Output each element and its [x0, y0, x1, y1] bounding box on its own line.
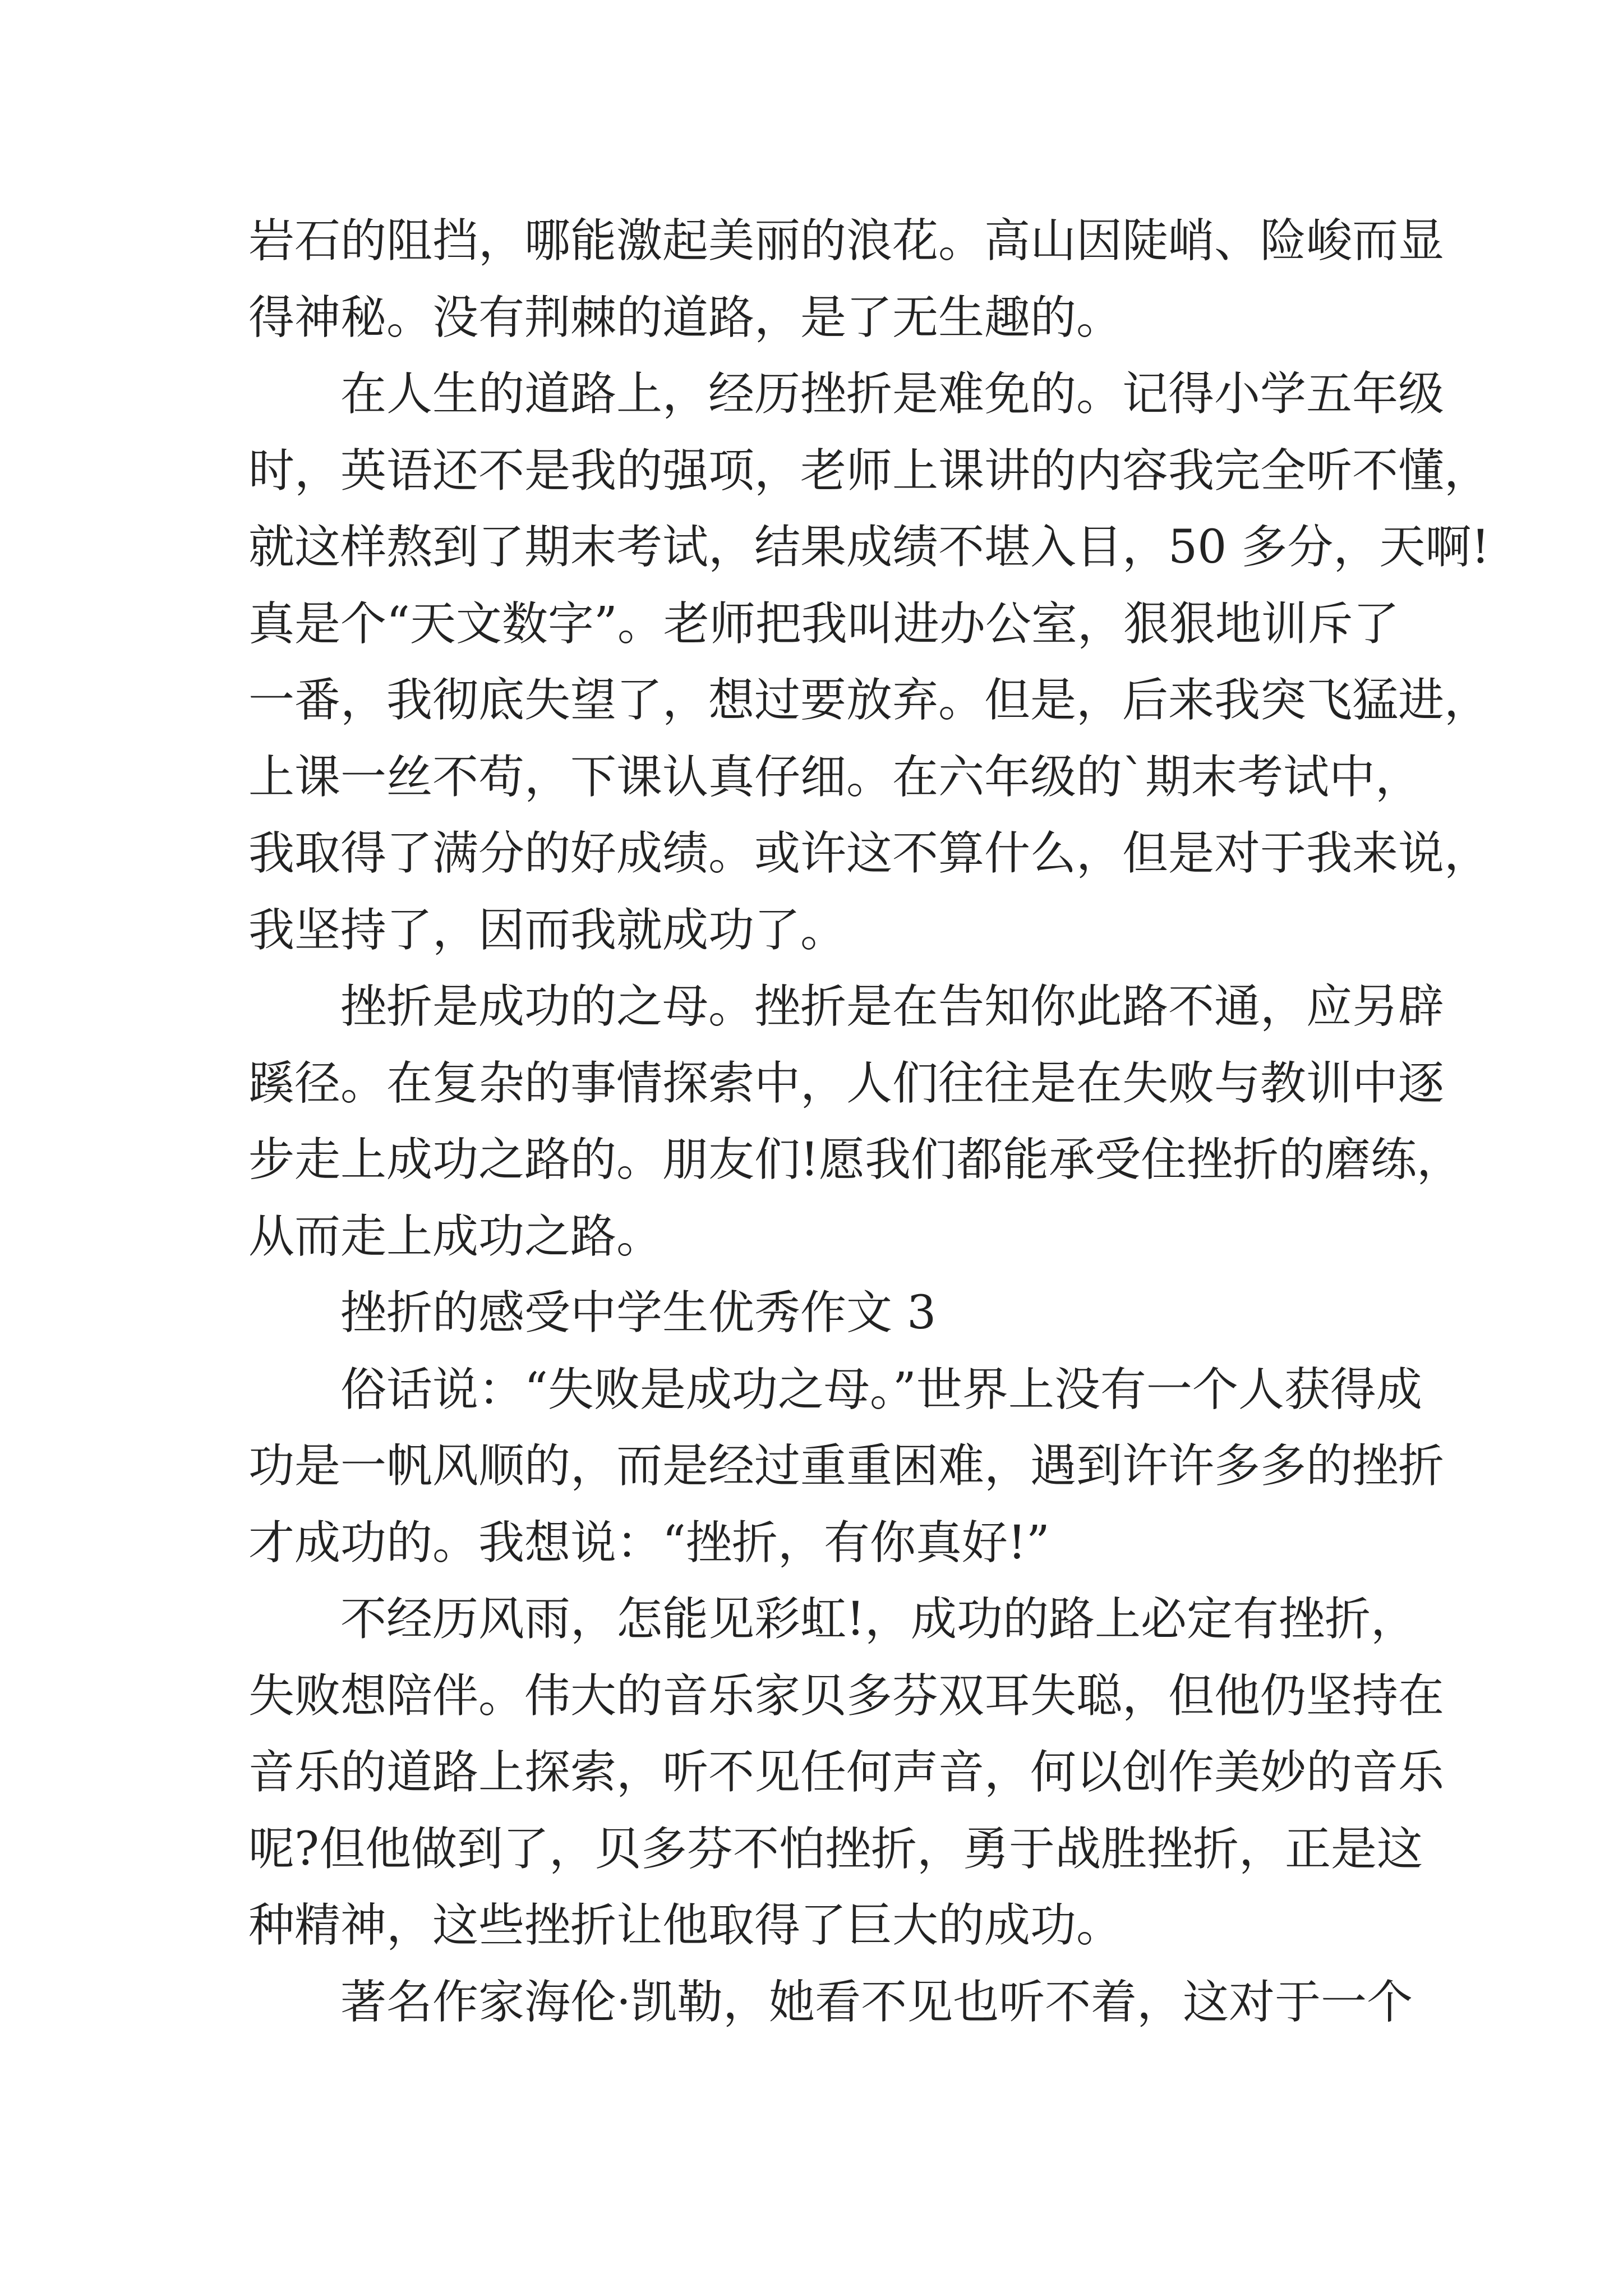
text-line: 才成功的。我想说：“挫折，有你真好!” — [248, 1516, 1050, 1570]
text-line: 真是个“天文数字”。老师把我叫进办公室，狠狠地训斥了 — [248, 597, 1399, 651]
text-line: 得神秘。没有荆棘的道路，是了无生趣的。 — [248, 291, 1123, 344]
paragraph-start-line: 著名作家海伦·凯勒，她看不见也听不着，这对于一个 — [340, 1975, 1413, 2029]
text-line: 蹊径。在复杂的事情探索中，人们往往是在失败与教训中逐 — [248, 1056, 1445, 1110]
text-line: 时，英语还不是我的强项，老师上课讲的内容我完全听不懂， — [248, 444, 1491, 498]
text-line: 音乐的道路上探索，听不见任何声音，何以创作美妙的音乐 — [248, 1746, 1445, 1799]
text-line: 功是一帆风顺的，而是经过重重困难，遇到许许多多的挫折 — [248, 1439, 1445, 1493]
text-line: 种精神，这些挫折让他取得了巨大的成功。 — [248, 1899, 1123, 1952]
text-line: 我取得了满分的好成绩。或许这不算什么，但是对于我来说， — [248, 827, 1491, 880]
paragraph-start-line: 俗话说：“失败是成功之母。”世界上没有一个人获得成 — [340, 1363, 1422, 1416]
text-line: 从而走上成功之路。 — [248, 1209, 663, 1263]
essay-body — [248, 203, 1491, 2041]
text-line: 我坚持了，因而我就成功了。 — [248, 903, 847, 957]
text-line: 岩石的阻挡，哪能激起美丽的浪花。高山因陡峭、险峻而显 — [248, 214, 1445, 268]
text-line: 一番，我彻底失望了，想过要放弃。但是，后来我突飞猛进， — [248, 674, 1491, 727]
text-line: 步走上成功之路的。朋友们!愿我们都能承受住挫折的磨练， — [248, 1133, 1463, 1186]
paragraph-start-line: 在人生的道路上，经历挫折是难免的。记得小学五年级 — [340, 367, 1445, 421]
text-line: 就这样熬到了期末考试，结果成绩不堪入目，50 多分，天啊! — [248, 521, 1490, 574]
text-line: 失败想陪伴。伟大的音乐家贝多芬双耳失聪，但他仍坚持在 — [248, 1669, 1445, 1723]
paragraph-start-line: 挫折是成功的之母。挫折是在告知你此路不通，应另辟 — [340, 980, 1445, 1033]
paragraph-start-line: 不经历风雨，怎能见彩虹!，成功的路上必定有挫折， — [340, 1593, 1417, 1646]
essay-heading: 挫折的感受中学生优秀作文 3 — [340, 1286, 937, 1340]
text-line: 上课一丝不苟，下课认真仔细。在六年级的`期末考试中， — [248, 750, 1422, 804]
text-line: 呢?但他做到了，贝多芬不怕挫折，勇于战胜挫折，正是这 — [248, 1822, 1423, 1876]
